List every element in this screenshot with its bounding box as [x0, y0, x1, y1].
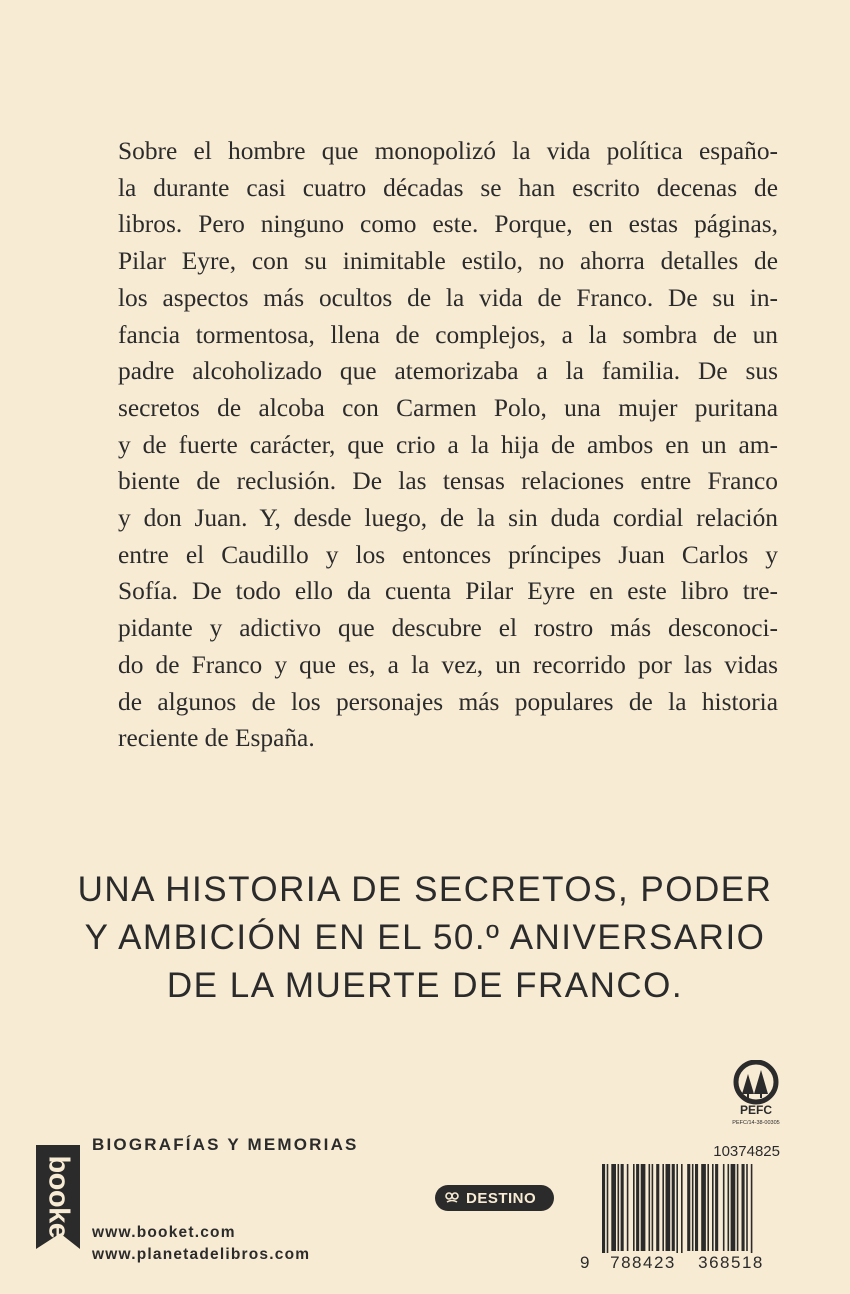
barcode-bar [656, 1164, 659, 1251]
blurb-line: fancia tormentosa, llena de complejos, a la sombra de un [118, 320, 778, 349]
barcode-bar [666, 1164, 671, 1251]
blurb-line: Pilar Eyre, con su inimitable estilo, no ahorra detalles de [118, 247, 778, 276]
barcode-bar [728, 1164, 730, 1251]
barcode-bar [681, 1164, 683, 1259]
tagline [60, 866, 790, 1010]
blurb-line: secretos de alcoba con Carmen Polo, una mujer puritana [118, 393, 778, 422]
back-cover-blurb [118, 133, 778, 757]
barcode-bar [607, 1164, 609, 1259]
barcode-bar [701, 1164, 706, 1251]
barcode-bar [641, 1164, 646, 1251]
tagline-line: UNA HISTORIA DE SECRETOS, PODER [77, 870, 773, 909]
tagline-line: Y AMBICIÓN EN EL 50.º ANIVERSARIO [84, 918, 766, 957]
barcode-bar [712, 1164, 714, 1251]
barcode-bar [746, 1164, 748, 1251]
blurb-line: y don Juan. Y, desde luego, de la sin duda cordial relación [118, 504, 778, 533]
barcode-bar [723, 1164, 725, 1251]
destino-label: DESTINO [466, 1189, 537, 1207]
barcode-bars [580, 1164, 780, 1259]
internal-code: 10374825 [713, 1143, 780, 1160]
barcode-bar [621, 1164, 624, 1251]
isbn-digits [580, 1253, 780, 1275]
blurb-line: y de fuerte carácter, que crio a la hija de ambos en un am- [118, 430, 778, 459]
blurb-line: pidante y adictivo que descubre el rostro más desconoci- [118, 614, 778, 643]
pefc-label: PEFC [739, 1103, 773, 1117]
pefc-code: PEFC/14-38-00305 [732, 1120, 780, 1126]
tagline-line: DE LA MUERTE DE FRANCO. [166, 966, 684, 1005]
blurb-line: entre el Caudillo y los entonces príncipes Juan Carlos y [118, 540, 778, 569]
booket-logo-text: booket [42, 1155, 75, 1248]
collection-label: BIOGRAFÍAS Y MEMORIAS [92, 1135, 359, 1154]
barcode-bar [707, 1164, 709, 1251]
blurb-line: do de Franco y que es, a la vez, un recorrido por las vidas [118, 650, 778, 679]
barcode-bar [649, 1164, 651, 1251]
barcode-bar [692, 1164, 694, 1251]
isbn-first-digit: 9 [580, 1253, 590, 1272]
barcode-bar [627, 1164, 629, 1251]
blurb-line: libros. Pero ninguno como este. Porque, en estas páginas, [118, 210, 778, 239]
barcode-bar [695, 1164, 698, 1251]
blurb-line: padre alcoholizado que atemorizaba a la familia. De sus [118, 357, 778, 386]
barcode-bar [611, 1164, 616, 1251]
barcode-bar [672, 1164, 675, 1251]
url-booket[interactable]: www.booket.com [92, 1224, 236, 1241]
barcode-bar [742, 1164, 745, 1251]
blurb-line: reciente de España. [118, 724, 315, 753]
barcode-bar [751, 1164, 753, 1259]
url-planetadelibros[interactable]: www.planetadelibros.com [92, 1246, 311, 1263]
blurb-line: la durante casi cuatro décadas se han escrito decenas de [118, 173, 778, 202]
blurb-line: Sofía. De todo ello da cuenta Pilar Eyre en este libro tre- [118, 577, 778, 606]
barcode-bar [715, 1164, 718, 1251]
isbn-group-1: 788423 [602, 1253, 684, 1273]
barcode-bar [618, 1164, 620, 1251]
barcode-bar [633, 1164, 635, 1251]
booket-logo [36, 1145, 80, 1261]
barcode-bar [676, 1164, 678, 1259]
barcode-bar [687, 1164, 690, 1251]
barcode-bar [652, 1164, 654, 1251]
destino-mark-icon [444, 1190, 460, 1206]
pefc-logo [728, 1060, 784, 1130]
blurb-line: de algunos de los personajes más populares de la historia [118, 687, 778, 716]
barcode-bar [636, 1164, 639, 1251]
destino-imprint-logo [435, 1185, 554, 1211]
barcode-bar [731, 1164, 736, 1251]
blurb-line: los aspectos más ocultos de la vida de Franco. De su in- [118, 283, 778, 312]
isbn-group-2: 368518 [690, 1253, 772, 1273]
barcode-bar [737, 1164, 739, 1251]
barcode-bar [602, 1164, 605, 1259]
publisher-urls [92, 1222, 310, 1266]
blurb-line: Sobre el hombre que monopolizó la vida política españo- [118, 137, 778, 165]
pefc-trees-icon [728, 1060, 784, 1130]
barcode-bar [662, 1164, 664, 1251]
blurb-line: biente de reclusión. De las tensas relaciones entre Franco [118, 467, 778, 496]
